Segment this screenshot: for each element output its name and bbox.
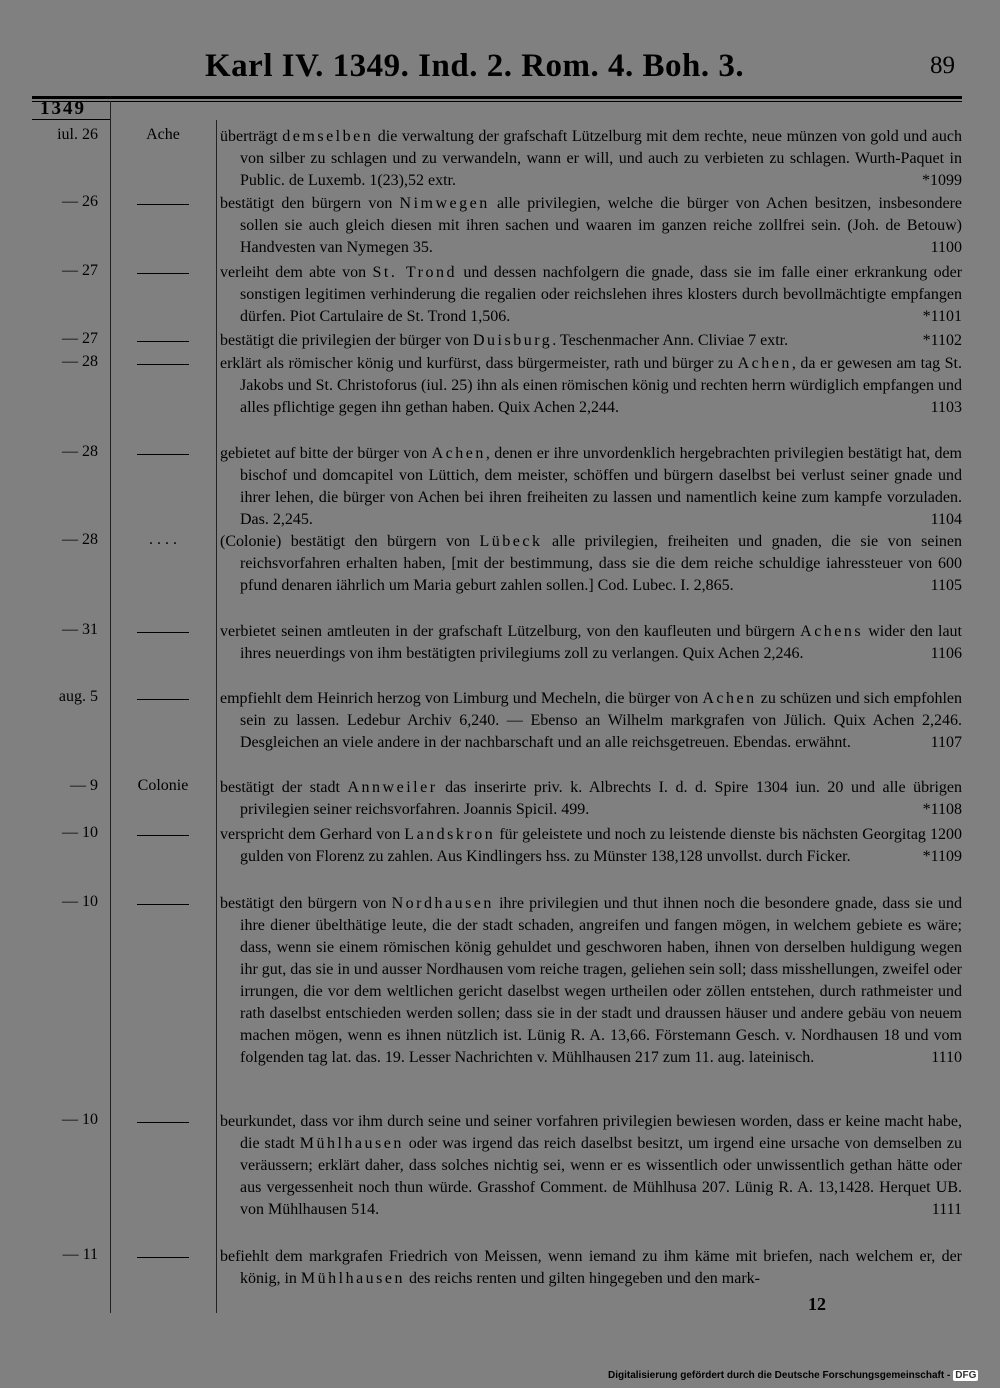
entry-place-name: Achen [702,690,757,707]
entry-text-start: verbietet seinen amtleuten in der grafschaft Lützelburg, von den kaufleuten und bürgern [220,623,801,640]
entry-place-name: Achen [431,445,486,462]
entry-number: 1111 [931,1201,962,1218]
entry-date: — 9 [70,777,98,794]
entry-text [220,1246,962,1290]
entry-date: — 28 [62,443,98,460]
entry-text-start: überträgt [220,128,283,145]
entry-date: — 27 [62,330,98,347]
entry-place [118,443,208,455]
entry-text [220,824,962,868]
entry-number: *1109 [922,848,962,865]
entry-number: 1104 [930,511,962,528]
entry-text-rest: und dessen nachfolgern die gnade, dass sie im falle einer erkrankung oder sonstigen legitimen verhinderung die regalien oder reichslehen ihres klosters durch bevollmächtigte empfangen dürfen. Piot Cartulaire de St. Trond 1,506. [240,264,963,325]
entry-text-rest: , denen er ihre unvordenklich hergebrachten privilegien bestätigt hat, dem bischof und domcapitel von Lüttich, dem meister, schöffen und bürgern daselbst bei verlust seiner gnade und ihrer lehen, die bürger von Achen bei ihren freiheiten zu lassen und namentlich keine zum kampfe vorzuladen. Das. 2,245. [240,445,962,528]
entry-number: *1101 [922,308,962,325]
entry-text-start: empfiehlt dem Heinrich herzog von Limburg und Mecheln, die bürger von [220,690,703,707]
entry-place [118,893,208,905]
entry-text-rest: wider den laut ihres neuerdings von ihm bestätigten privilegiums zoll zu verlangen. Quix Achen 2,246. [240,623,962,662]
entry-text-start: bestätigt den bürgern von [220,195,400,212]
entry-text [220,531,962,597]
entry-date: — 28 [62,531,98,548]
entry-text-rest: alle privilegien, freiheiten und gnaden, die sie von seinen reichsvorfahren erhalten haben, [mit der bestimmung, dass sie die dem reiche schuldige iahressteuer von 600 pfund denaren iährlich um Maria geburt zahlen sollen.] Cod. Lubec. I. 2,865. [240,533,962,594]
entry-number: *1102 [922,332,962,349]
entry-place-name: Achen [737,355,792,372]
entry-place [118,330,208,342]
entry-number: *1099 [922,172,962,189]
entry-text [220,193,962,259]
entry-place [118,193,208,205]
entry-text [220,330,962,352]
entry-text [220,621,962,665]
running-title: Karl IV. 1349. Ind. 2. Rom. 4. Boh. 3. [205,48,745,84]
entry-number: 1100 [930,239,962,256]
entry-number: 1110 [931,1049,962,1066]
entry-text-start: bestätigt die privilegien der bürger von [220,332,473,349]
entry-place-name: Lübeck [479,533,543,550]
entry-text [220,688,962,754]
year-underline [32,119,110,120]
year-heading: 1349 [40,98,86,119]
entry-place-name: demselben [282,128,374,145]
entry-date: — 10 [62,824,98,841]
entry-text-rest: des reichs renten und gilten hingegeben und den mark- [405,1270,760,1287]
entry-text-start: befiehlt dem markgrafen Friedrich von Meissen, wenn iemand zu ihm käme mit briefen, nach welchem er, der könig, in [220,1248,962,1287]
entry-text-rest: zu schüzen und sich empfohlen sein zu lassen. Ledebur Archiv 6,240. — Ebenso an Wilhelm markgrafen von Jülich. Quix Achen 2,246. Desgleichen an viele andere in der nachbarschaft und an alle reichsgetreuen. Ebendas. erwähnt. [240,690,963,751]
entry-text [220,777,962,821]
dfg-logo: DFG [955,1370,977,1381]
entry-text [220,443,962,531]
entry-text-start: bestätigt der stadt [220,779,348,796]
entry-place-name: Nimwegen [399,195,490,212]
entry-text-rest: oder was irgend das reich daselbst besitzt, um irgend eine ursache von demselben zu veräussern; erklärt daher, dass solches nichtig sei, wenn er es wissentlich oder unwissentlich gethan hätte oder aus vergessenheit noch thun würde. Grasshof Comment. de Mühlhusa 207. Lünig R. A. 13,1428. Herquet UB. von Mühlhausen 514. [240,1135,963,1218]
entry-number: 1107 [930,734,962,751]
entry-text-start: (Colonie) bestätigt den bürgern von [220,533,480,550]
entry-place [118,621,208,633]
entry-text-rest: ihre privilegien und thut ihnen noch die besondere gnade, dass sie und ihre diener übelthätige leute, die der stadt schaden, angreifen und fangen mögen, in welchem gebiete es wäre; dass, wenn sie einem römischen könig gehuldet und geschworen haben, ihnen von derselben huldigung wegen ihr gut, das sie in und ausser Nordhausen vom reiche tragen, geliehen sein soll; dass misshellungen, zweifel oder irrungen, die vor dem weltlichen gericht daselbst wegen urtheilen oder zöllen entstehen, durch rathmeister und rath daselbst entschieden werden sollen; dass sie in der stadt und draussen häuser und andere gebäu von neuem machen mögen, wenn es ihnen nützlich ist. Lünig R. A. 13,66. Förstemann Gesch. v. Nordhausen 18 und vom folgenden tag lat. das. 19. Lesser Nachrichten v. Mühlhausen 217 zum 11. aug. lateinisch. [240,895,962,1066]
signature-mark: 12 [808,1294,826,1314]
entry-date: — 31 [62,621,98,638]
entry-date: aug. 5 [58,688,98,705]
entry-text-rest: für geleistete und noch zu leistende dienste bis nächsten Georgitag 1200 gulden von Florenz zu zahlen. Aus Kindlingers hss. zu Münster 138,128 unvollst. durch Ficker. [240,826,963,865]
entry-text-start: gebietet auf bitte der bürger von [220,445,432,462]
entry-text-rest: . Teschenmacher Ann. Cliviae 7 extr. [552,332,789,349]
entry-text [220,1111,962,1221]
page-header [0,42,1000,92]
entry-text-rest: das inserirte priv. k. Albrechts I. d. d. Spire 1304 iun. 20 und alle übrigen privilegien seiner reichsvorfahren. Joannis Spicil. 499. [240,779,963,818]
page-number: 89 [930,52,955,79]
entry-text-start: erklärt als römischer könig und kurfürst, dass bürgermeister, rath und bürger zu [220,355,738,372]
header-rule-thin [32,101,962,102]
entry-number: 1105 [930,577,962,594]
entry-place [118,824,208,836]
entry-date: — 11 [62,1246,98,1263]
entry-place [118,1111,208,1123]
entry-place [118,353,208,365]
entry-number: 1103 [930,399,962,416]
entry-place [118,1246,208,1258]
entry-place: . . . . [149,531,177,548]
entry-text-rest: alle privilegien, welche die bürger von Achen besitzen, insbesondere sollen sie auch gleich diesen mit ihren sachen und waaren im ganzen reiche zollfrei sein. (Joh. de Betouw) Handvesten van Nymegen 35. [240,195,963,256]
entry-text-rest: die verwaltung der grafschaft Lützelburg mit dem rechte, neue münzen von gold und auch von silber zu schlagen und zu verwandeln, wann er will, und auch zu verbieten zu schlagen. Wurth-Paquet in Public. de Luxemb. 1(23),52 extr. [240,128,963,189]
place-column-divider [216,120,217,1313]
entry-place-name: Mühlhausen [299,1135,404,1152]
entry-date: — 26 [62,193,98,210]
entry-place: Colonie [137,777,189,794]
entry-date: — 10 [62,893,98,910]
entry-text-start: bestätigt den bürgern von [220,895,392,912]
entry-date: iul. 26 [57,126,98,143]
entry-place-name: Annweiler [347,779,438,796]
entry-place-name: Mühlhausen [300,1270,405,1287]
footer-text: Digitalisierung gefördert durch die Deutsche Forschungsgemeinschaft - [608,1370,951,1381]
entry-date: — 10 [62,1111,98,1128]
entry-place-name: St. Trond [372,264,457,281]
entry-place-name: Achens [800,623,864,640]
entry-place-name: Nordhausen [391,895,494,912]
entry-place-name: Duisburg [472,332,553,349]
entry-place: Ache [146,126,180,143]
entry-date: — 28 [62,353,98,370]
entry-text-start: beurkundet, dass vor ihm durch seine und seiner vorfahren privilegien bewiesen worden, dass er keine macht habe, die stadt [220,1113,962,1152]
entry-place [118,262,208,274]
entry-date: — 27 [62,262,98,279]
date-column-divider [110,101,111,1313]
entry-text-start: verleiht dem abte von [220,264,373,281]
entry-text [220,126,962,192]
entry-text-rest: , da er gewesen am tag St. Jakobs und St. Christoforus (iul. 25) ihn als einen römischen könig und rechten herrn würdiglich empfangen und alles pflichtige gegen ihn gethan haben. Quix Achen 2,244. [240,355,962,416]
entry-place [118,688,208,700]
entry-text [220,353,962,419]
entry-text [220,893,962,1069]
header-rule [32,96,962,99]
footer [608,1370,978,1381]
entry-text [220,262,962,328]
entry-number: 1106 [930,645,962,662]
entry-text-start: verspricht dem Gerhard von [220,826,405,843]
entry-number: *1108 [922,801,962,818]
entry-place-name: Landskron [404,826,496,843]
